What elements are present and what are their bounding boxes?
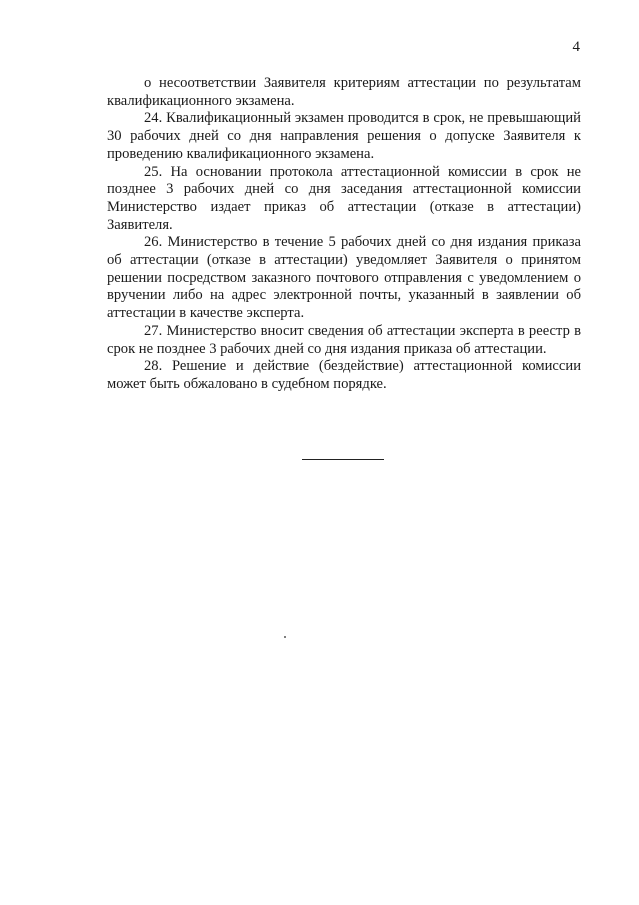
paragraph-item-24: 24. Квалификационный экзамен проводится в срок, не превышающий 30 рабочих дней со дня направления решения о допуске Заявителя к проведению квалификационного экзамена. (107, 110, 581, 162)
paragraph-item-25: 25. На основании протокола аттестационной комиссии в срок не позднее 3 рабочих дней со дня заседания аттестационной комиссии Министерство издает приказ об аттестации (отказе в аттестации) Заявителя. (107, 163, 581, 233)
paragraph-item-28: 28. Решение и действие (бездействие) аттестационной комиссии может быть обжаловано в судебном порядке. (107, 358, 581, 392)
paragraph-continuation: о несоответствии Заявителя критериям аттестации по результатам квалификационного экзамена. (107, 75, 581, 109)
scan-speck (284, 636, 286, 638)
paragraph-item-27: 27. Министерство вносит сведения об аттестации эксперта в реестр в срок не позднее 3 рабочих дней со дня издания приказа об аттестации. (107, 322, 581, 357)
page-number: 4 (572, 39, 580, 55)
document-body (107, 75, 581, 394)
paragraph-item-26: 26. Министерство в течение 5 рабочих дней со дня издания приказа об аттестации (отказе в аттестации) уведомляет Заявителя о принятом решении посредством заказного почтового отправления с уведомлением о вручении либо на адрес электронной почты, указанный в заявлении об аттестации в качестве эксперта. (107, 234, 581, 322)
closing-rule-divider (302, 459, 384, 460)
